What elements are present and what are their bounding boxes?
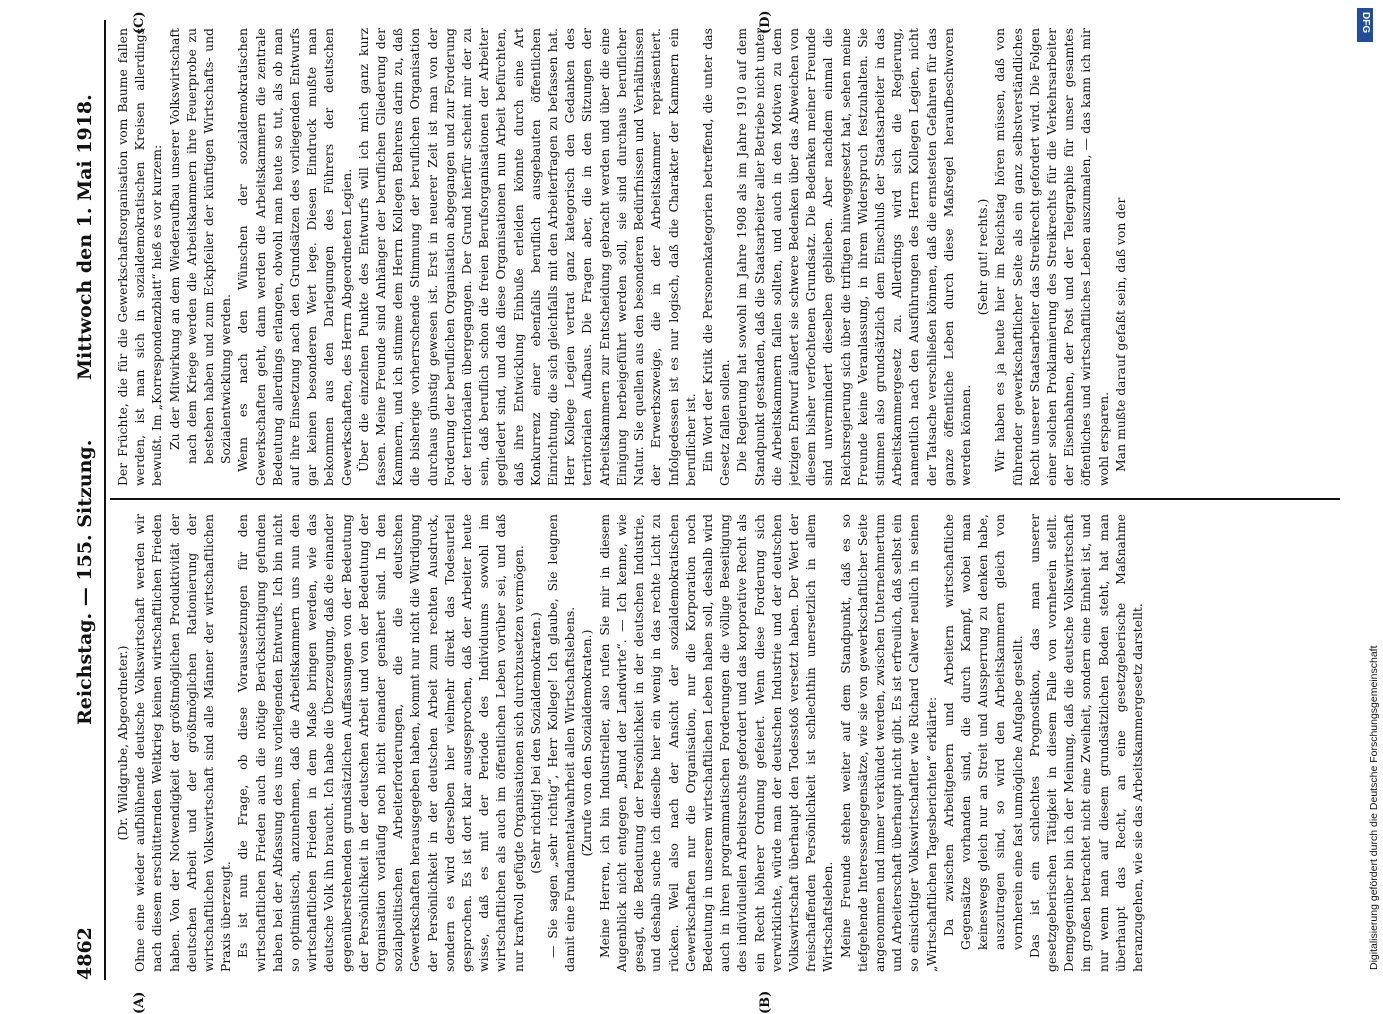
paragraph: Meine Freunde stehen weiter auf dem Standpunkt, daß es so tiefgehende Interessengegensätze, wie sie von gewerkschaftlicher Seite angenommen und immer verkündet werden, zwischen Unternehmertum und Arbeiterschaft überhaupt nicht gibt. Es ist erfreulich, daß selbst ein so einsichtiger Volkswirtschaftler wie Richard Calwer neulich in seinen „Wirtschaftlichen Tagesberichten“ erklärte: [837,514,939,972]
paragraph: Über die einzelnen Punkte des Entwurfs will ich mich ganz kurz fassen. Meine Freunde sind Anhänger der beruflichen Gliederung der Kammern, und ich stimme dem Herrn Kollegen Behrens darin zu, daß die bisherige vorherrschende Stimmung der beruflichen Organisation durchaus günstig gewesen ist. Erst in neuerer Zeit ist man von der Forderung der beruflichen Organisation abgegangen und zur Forderung der territorialen übergegangen. Der Grund hierfür scheint mir der zu sein, daß beruflich schon die freien Berufsorganisationen der Arbeiter gegliedert sind, und daß diese Organisationen nun Arbeit befürchten, daß ihre Entwicklung Einbuße erleiden könnte durch eine Art Konkurrenz einer ebenfalls beruflich ausgebauten öffentlichen Einrichtung, die sich gleichfalls mit den Arbeiterfragen zu befassen hat. Herr Kollege Legien vertrat ganz kategorisch den Gedanken des territorialen Aufbaus. Die Fragen aber, die in den Sitzungen der Arbeitskammern zur Entscheidung gebracht werden und über die eine Einigung herbeigeführt werden soll, sie sind durchaus beruflicher Natur. Sie quellen aus den besonderen Bedürfnissen und Verhältnissen der Erwerbszweige, die in der Arbeitskammer repräsentiert. Infolgedessen ist es nur logisch, daß die Charakter der Kammern ein beruflicher ist. [355,28,698,486]
paragraph: Ohne eine wieder aufblühende deutsche Volkswirtschaft werden wir nach diesem erschütternden Weltkrieg keinen wirtschaftlichen Frieden haben. Von der Notwendigkeit der größtmöglichen Produktivität der deutschen Arbeit und der größtmöglichen Rationierung der wirtschaftlichen Volkswirtschaft sind alle Männer der wirtschaftlichen Praxis überzeugt. [132,514,234,972]
page-number: 4862 [74,927,96,980]
interjection: (Sehr richtig! bei den Sozialdemokraten.) [527,612,543,874]
quotation: Da zwischen Arbeitgebern und Arbeitern wirtschaftliche Gegensätze vorhanden sind, die durch Kampf, wobei man keineswegs gleich nur an Streit und Aussperrung zu denken habe, auszutragen sind, so wird den Arbeitskammern gleich von vornherein eine fast unmögliche Aufgabe gestellt. [940,514,1025,950]
paragraph: Der Früchte, die für die Gewerkschaftsorganisation vom Baume fallen werden, ist man sich in sozialdemokratischen Kreisen allerdings bewußt. Im „Korrespondenzblatt“ hieß es vor kurzem: [115,28,165,486]
right-running-title: Mittwoch den 1. Mai 1918. [74,94,96,380]
paragraph: Meine Herren, ich bin Industrieller, also rufen Sie mir in diesem Augenblick nicht entgegen „Bund der Landwirte“. — Ich kenne, wie gesagt, die Bedeutung der Persönlichkeit in der deutschen Industrie, und deshalb suche ich dieselbe hier ein wenig in das rechte Licht zu rücken. Weil also nach der Ansicht der sozialdemokratischen Gewerkschaften nur die Organisation, nur die Korporation noch Bedeutung in unserem wirtschaftlichen Leben haben soll, deshalb wird auch in ihren programmatischen Forderungen die völlige Beseitigung des individuellen Arbeitsrechts gefordert und das korporative Recht als ein Recht höherer Ordnung gefeiert. Wenn diese Forderung sich verwirklichte, würde man der deutschen Industrie und der deutschen Volkswirtschaft überhaupt den Todesstoß versetzt haben. Der Wert der freischaffenden Persönlichkeit ist schlechthin unersetzlich in allem Wirtschaftsleben. [596,514,836,972]
right-text-column [114,28,1339,486]
dfg-logo [1357,8,1373,42]
interjection: (Zurufe von den Sozialdemokraten.) [579,629,595,857]
paragraph: Man mußte darauf gefaßt sein, daß von der [1112,197,1128,472]
margin-mark-c: (C) [132,11,147,34]
paragraph: Wir haben es ja heute hier im Reichstag hören müssen, daß von führender gewerkschaftlicher Seite als ein ganz selbstverständliches Recht unserer Staatsarbeiter das Streikrecht gefordert wird. Die Folgen einer solchen Proklamierung des Streikrechts für die Verkehrsarbeiter der Eisenbahnen, der Post und der Telegraphie für unser gesamtes öffentliches und wirtschaftliches Leben auszumalen, — das kann ich mir wohl ersparen. [992,28,1111,486]
margin-mark-d: (D) [758,10,773,34]
margin-mark-b: (B) [758,990,773,1014]
page-header [70,20,104,980]
quotation: Zu der Mitwirkung an dem Wiederaufbau unserer Volkswirtschaft nach dem Kriege werden die Arbeitskammern ihre Feuerprobe zu bestehen haben und zum Eckpfeiler der künftigen Wirtschafts- und Sozialentwicklung werden. [166,28,234,464]
paragraph: Ein Wort der Kritik die Personenkategorien betreffend, die unter das Gesetz fallen sollen. [699,28,733,486]
left-text-column [114,514,1339,972]
dfg-logo-text: DFG [1360,12,1371,34]
paragraph: Die Regierung hat sowohl im Jahre 1908 als im Jahre 1910 auf dem Standpunkt gestanden, daß die Staatsarbeiter aller Betriebe nicht unter die Arbeitskammern fallen sollten, und auch in den Motiven zu dem jetzigen Entwurf äußert sie schwere Bedenken über das Abweichen von diesem bisher verfochtenen Grundsatz. Die Bedenken meiner Freunde sind unvermindert dieselben geblieben. Aber nachdem einmal die Reichsregierung sich über die triftigen hinweggesetzt hat, sehen meine Freunde keine Veranlassung, in ihrem Widerspruch festzuhalten. Sie stimmen also grundsätzlich dem Einschluß der Staatsarbeiter in das Arbeitskammergesetz zu. Allerdings wird sich die Regierung, namentlich nach den Ausführungen des Herrn Kollegen Legien, nicht der Tatsache verschließen können, daß die ernstesten Gefahren für das ganze öffentliche Leben durch diese Maßregel heraufbeschworen werden können. [734,28,973,486]
digitization-credit [1346,8,1380,993]
interjection: (Sehr gut! rechts.) [975,198,991,316]
paragraph: — Sie sagen „sehr richtig“, Herr Kollege! Ich glaube, Sie leugnen damit eine Fundamentalwahrheit allen Wirtschaftslebens. [545,514,578,972]
header-rule [104,20,106,980]
paragraph: Wenn es nach den Wünschen der sozialdemokratischen Gewerkschaften geht, dann werden die Arbeitskammern die zentrale Bedeutung allerdings erlangen, obwohl man heute so tut, als ob man auf ihre Einsetzung nach den Grundsätzen des vorliegenden Entwurfs gar keinen besonderen Wert lege. Diesen Eindruck mußte man bekommen aus den Darlegungen des Führers der deutschen Gewerkschaften, des Herrn Abgeordneten Legien. [235,28,354,486]
rotated-newspaper-page [70,10,1350,1014]
paragraph: Es ist nun die Frage, ob diese Voraussetzungen für den wirtschaftlichen Frieden auch die nötige Berücksichtigung gefunden haben bei der Abfassung des uns vorliegenden Entwurfs. Ich bin nicht so optimistisch, anzunehmen, daß die Arbeitskammern uns nun den wirtschaftlichen Frieden in dem Maße bringen werden, wie das deutsche Volk ihn braucht. Ich habe die Überzeugung, daß die einander gegenüberstehenden grundsätzlichen Auffassungen von der Bedeutung der Persönlichkeit in der deutschen Arbeit und von der Bedeutung der Organisation vorläufig noch nicht einander genähert sind. In den sozialpolitischen Arbeiterforderungen, die die deutschen Gewerkschaften herausgegeben haben, kommt nur nicht die Würdigung der Persönlichkeit in der deutschen Arbeit zum rechten Ausdruck, sondern es wird derselben hier vielmehr direkt das Todesurteil gesprochen. Es ist dort klar ausgesprochen, daß der Arbeiter heute wisse, daß es mit der Periode des Individuums sowohl im wirtschaftlichen als auch im öffentlichen Leben vorüber sei, und daß nur kraftvoll gefügte Organisationen sich durchzusetzen vermögen. [235,514,526,972]
margin-mark-a: (A) [132,991,147,1014]
paragraph: Das ist ein schlechtes Prognostikon, das man unserer gesetzgeberischen Tätigkeit in diesem Falle von vornherein stellt. Demgegenüber bin ich der Meinung, daß die deutsche Volkswirtschaft im großen betrachtet nicht eine Zweiheit, sondern eine Einheit ist, und nur wenn man auf diesem grundsätzlichen Boden steht, hat man überhaupt das Recht, an eine gesetzgeberische Maßnahme heranzugehen, wie sie das Arbeitskammergesetz darstellt. [1026,514,1145,972]
left-running-title: Reichstag. — 155. Sitzung. [74,439,96,725]
column-divider [110,498,1340,500]
speaker-line: (Dr. Wildgrube, Abgeordneter.) [115,645,130,841]
credit-text: Digitalisierung gefördert durch die Deutsche Forschungsgemeinschaft [1368,645,1380,970]
